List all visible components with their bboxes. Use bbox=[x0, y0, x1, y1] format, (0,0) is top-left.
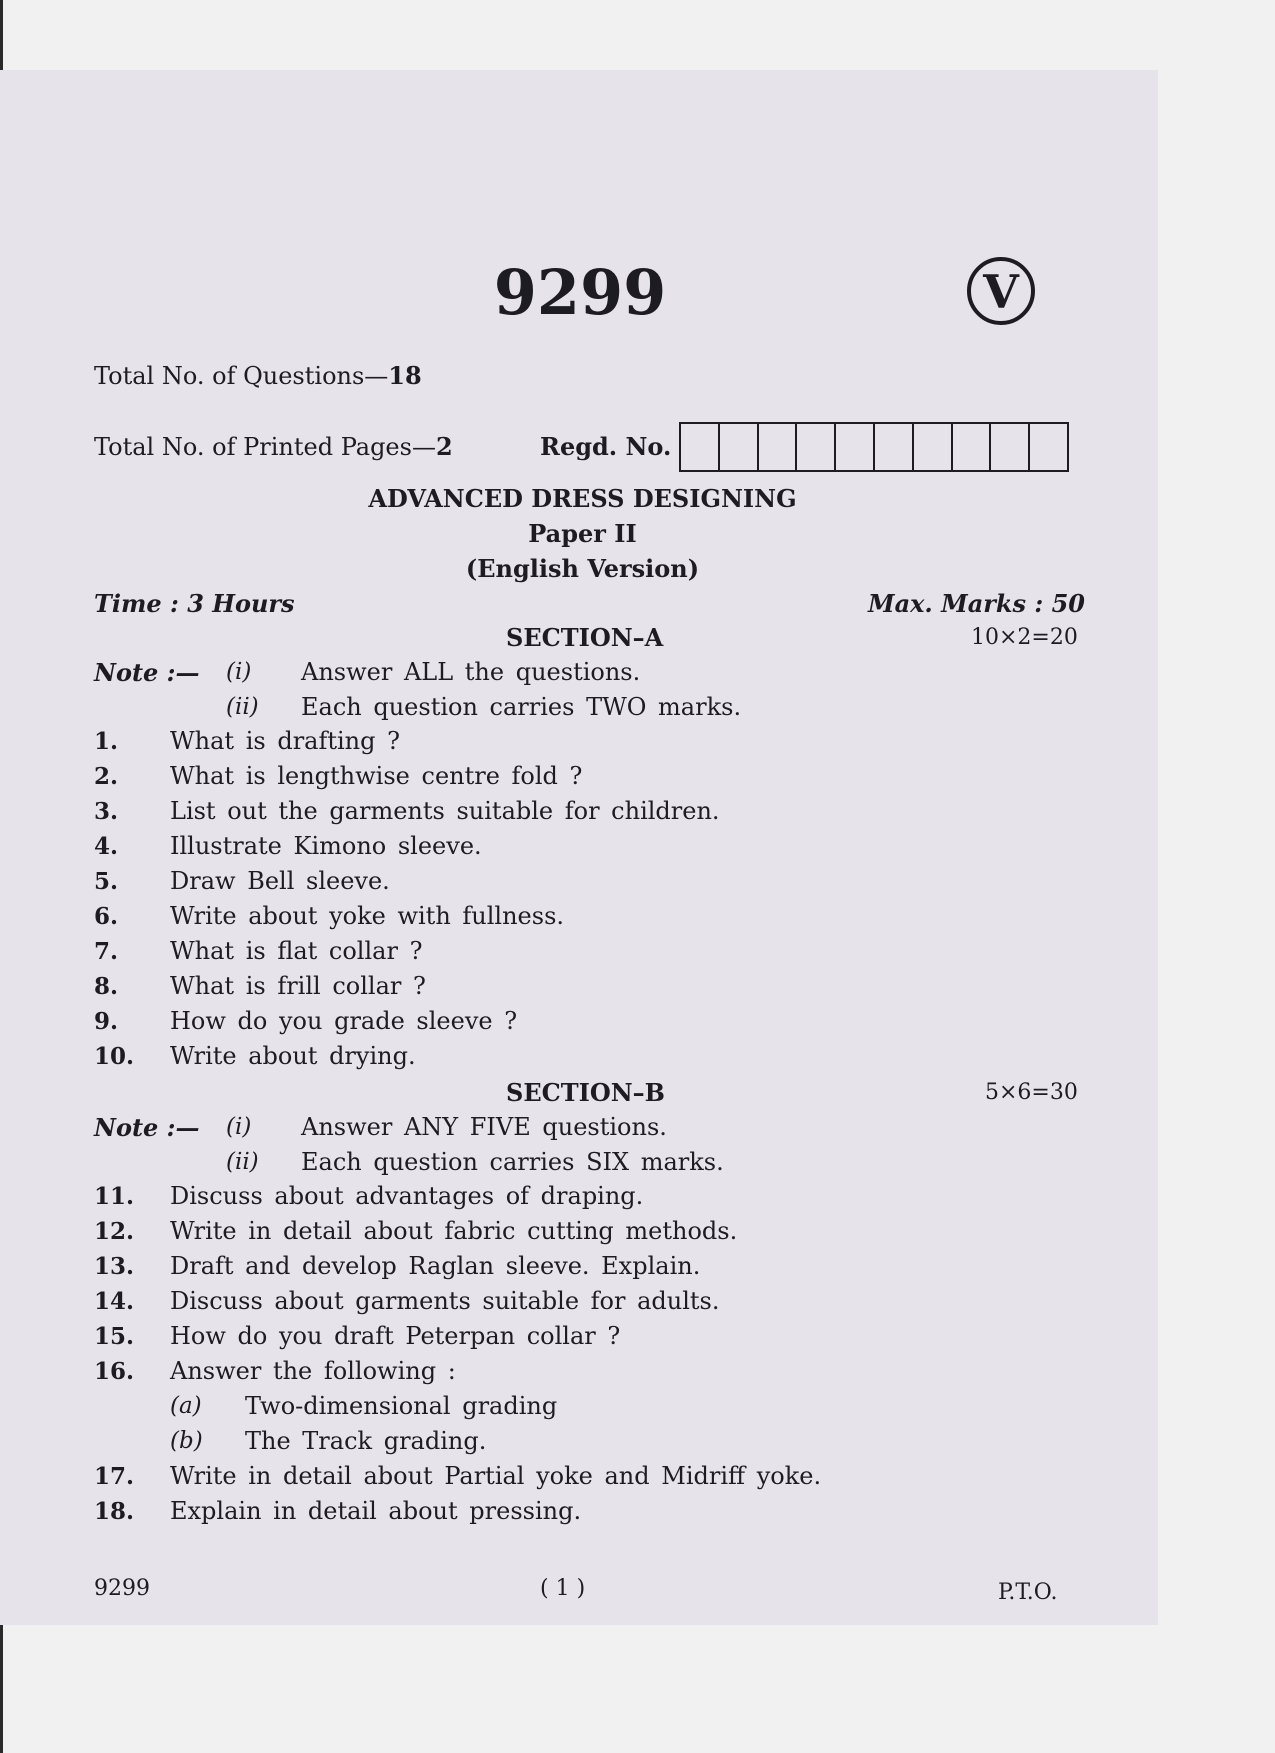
regd-digit-cell[interactable] bbox=[720, 424, 759, 470]
note-text: Answer ALL the questions. bbox=[301, 658, 641, 686]
page-number: ( 1 ) bbox=[540, 1576, 586, 1601]
regd-digit-cell[interactable] bbox=[797, 424, 836, 470]
question-number: 18. bbox=[94, 1498, 135, 1525]
question-text: Draft and develop Raglan sleeve. Explain. bbox=[170, 1252, 701, 1280]
note-roman: (i) bbox=[226, 659, 252, 685]
max-marks: Max. Marks : 50 bbox=[868, 589, 1086, 618]
question-number: 8. bbox=[94, 973, 119, 1000]
question-number: 11. bbox=[94, 1183, 135, 1210]
section-b-title: SECTION–B bbox=[506, 1078, 665, 1107]
question-text: Discuss about garments suitable for adults. bbox=[170, 1287, 720, 1315]
pto-label: P.T.O. bbox=[998, 1580, 1058, 1605]
section-a-note-label: Note :— bbox=[94, 658, 200, 687]
note-text: Each question carries SIX marks. bbox=[301, 1148, 724, 1176]
subpart-label: (b) bbox=[170, 1428, 203, 1454]
question-number: 6. bbox=[94, 903, 119, 930]
subpart-text: Two-dimensional grading bbox=[245, 1392, 558, 1420]
regd-digit-cell[interactable] bbox=[875, 424, 914, 470]
question-text: How do you draft Peterpan collar ? bbox=[170, 1322, 621, 1350]
question-text: Write about drying. bbox=[170, 1042, 416, 1070]
regd-digit-cell[interactable] bbox=[1030, 424, 1067, 470]
question-text: Write about yoke with fullness. bbox=[170, 902, 565, 930]
question-number: 7. bbox=[94, 938, 119, 965]
question-number: 13. bbox=[94, 1253, 135, 1280]
paper-code: 9299 bbox=[493, 256, 667, 329]
total-pages: Total No. of Printed Pages—2 bbox=[94, 432, 453, 461]
regd-digit-cell[interactable] bbox=[914, 424, 953, 470]
question-text: What is lengthwise centre fold ? bbox=[170, 762, 583, 790]
section-a-title: SECTION–A bbox=[506, 623, 664, 652]
note-roman: (i) bbox=[226, 1114, 252, 1140]
regd-digit-cell[interactable] bbox=[991, 424, 1030, 470]
note-roman: (ii) bbox=[226, 694, 259, 720]
note-roman: (ii) bbox=[226, 1149, 259, 1175]
question-number: 1. bbox=[94, 728, 119, 755]
question-text: How do you grade sleeve ? bbox=[170, 1007, 518, 1035]
footer-paper-code: 9299 bbox=[94, 1576, 150, 1601]
question-text: Write in detail about Partial yoke and Midriff yoke. bbox=[170, 1462, 822, 1490]
section-a-marks: 10×2=20 bbox=[971, 625, 1078, 650]
question-text: Answer the following : bbox=[170, 1357, 456, 1385]
question-number: 16. bbox=[94, 1358, 135, 1385]
subpart-label: (a) bbox=[170, 1393, 202, 1419]
question-text: What is drafting ? bbox=[170, 727, 400, 755]
question-text: Explain in detail about pressing. bbox=[170, 1497, 582, 1525]
regd-digit-cell[interactable] bbox=[759, 424, 798, 470]
question-number: 14. bbox=[94, 1288, 135, 1315]
question-number: 15. bbox=[94, 1323, 135, 1350]
time-allowed: Time : 3 Hours bbox=[94, 589, 295, 618]
subject-title: ADVANCED DRESS DESIGNING bbox=[368, 484, 797, 513]
question-text: List out the garments suitable for children. bbox=[170, 797, 720, 825]
question-text: Discuss about advantages of draping. bbox=[170, 1182, 644, 1210]
total-questions: Total No. of Questions—18 bbox=[94, 361, 422, 390]
question-number: 12. bbox=[94, 1218, 135, 1245]
regd-digit-cell[interactable] bbox=[836, 424, 875, 470]
question-text: Draw Bell sleeve. bbox=[170, 867, 390, 895]
section-b-marks: 5×6=30 bbox=[985, 1080, 1078, 1105]
regd-digit-cell[interactable] bbox=[681, 424, 720, 470]
question-number: 9. bbox=[94, 1008, 119, 1035]
question-text: What is frill collar ? bbox=[170, 972, 426, 1000]
exam-paper-sheet bbox=[0, 70, 1158, 1625]
regd-label: Regd. No. bbox=[540, 432, 672, 461]
language-version: (English Version) bbox=[465, 554, 700, 583]
question-number: 4. bbox=[94, 833, 119, 860]
regd-number-boxes[interactable] bbox=[679, 422, 1069, 472]
section-b-note-label: Note :— bbox=[94, 1113, 200, 1142]
regd-digit-cell[interactable] bbox=[953, 424, 992, 470]
question-number: 17. bbox=[94, 1463, 135, 1490]
note-text: Each question carries TWO marks. bbox=[301, 693, 742, 721]
note-text: Answer ANY FIVE questions. bbox=[301, 1113, 667, 1141]
question-number: 5. bbox=[94, 868, 119, 895]
paper-number: Paper II bbox=[528, 519, 637, 548]
question-number: 10. bbox=[94, 1043, 135, 1070]
question-number: 2. bbox=[94, 763, 119, 790]
question-text: What is flat collar ? bbox=[170, 937, 423, 965]
question-text: Write in detail about fabric cutting methods. bbox=[170, 1217, 738, 1245]
subpart-text: The Track grading. bbox=[245, 1427, 487, 1455]
question-number: 3. bbox=[94, 798, 119, 825]
version-badge: V bbox=[967, 257, 1035, 325]
question-text: Illustrate Kimono sleeve. bbox=[170, 832, 482, 860]
